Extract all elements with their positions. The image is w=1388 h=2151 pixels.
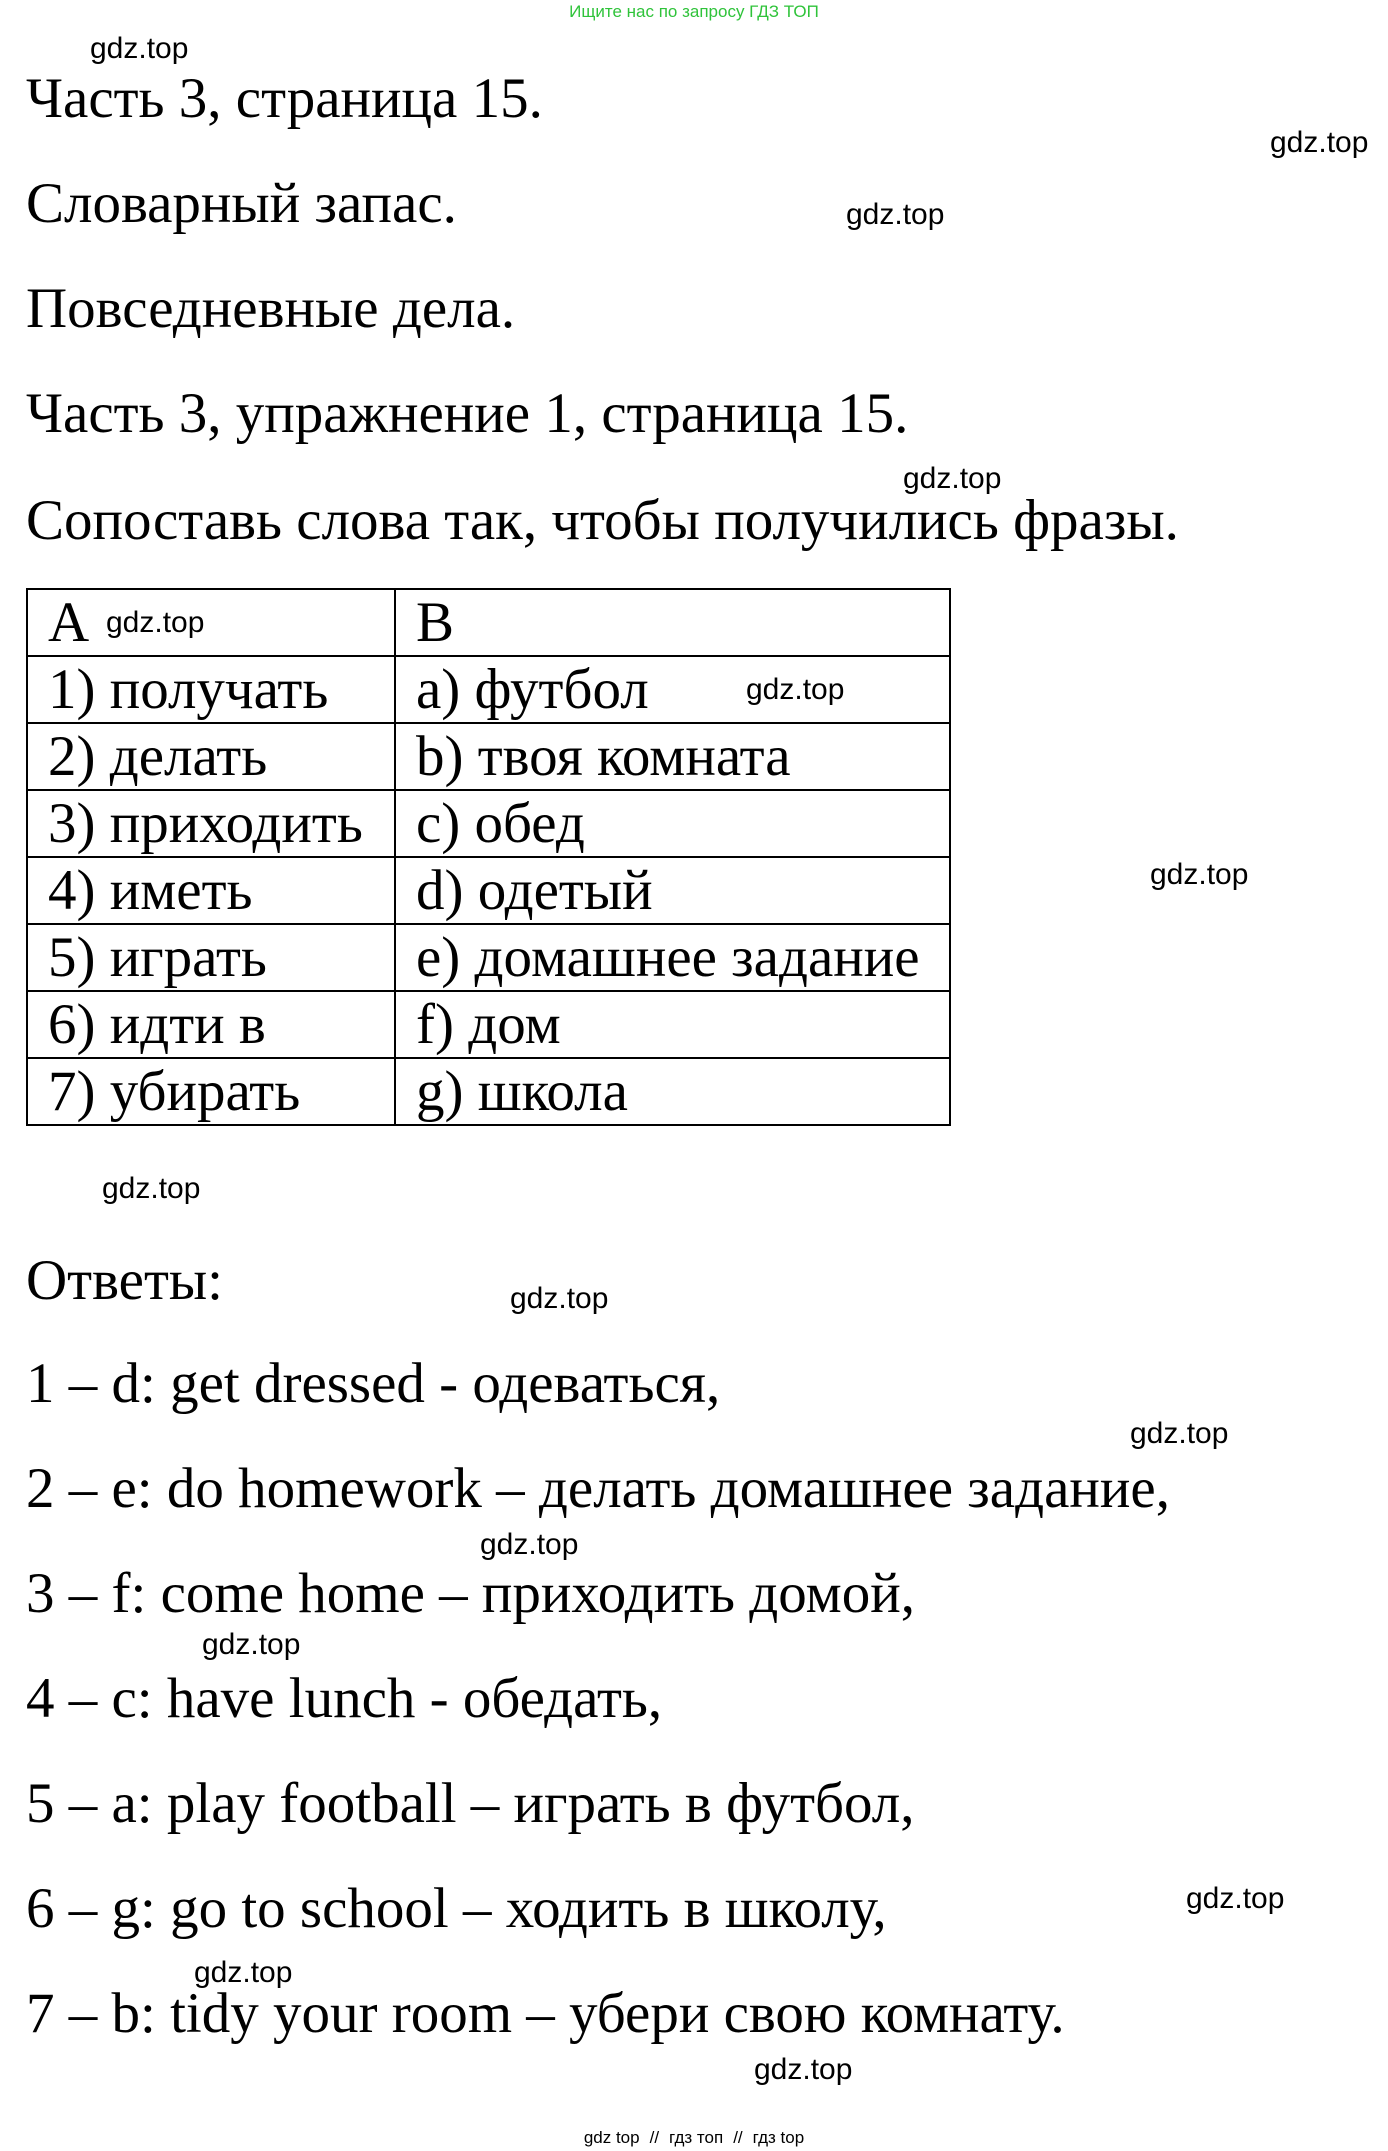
answer-line: 1 – d: get dressed - одеваться, [26, 1352, 721, 1415]
watermark: gdz.top [903, 462, 1002, 495]
noun-cell: a) футбол [395, 656, 950, 723]
footer-links [0, 2128, 1388, 2148]
exercise-heading: Часть 3, упражнение 1, страница 15. [26, 382, 909, 445]
verb-cell: 1) получать [27, 656, 395, 723]
vocabulary-heading: Словарный запас. [26, 172, 457, 235]
answer-line: 4 – c: have lunch - обедать, [26, 1667, 663, 1730]
table-row [27, 723, 950, 790]
footer-separator: // [649, 2128, 660, 2147]
answer-line: 6 – g: go to school – ходить в школу, [26, 1877, 887, 1940]
matching-table [26, 588, 951, 1126]
watermark: gdz.top [102, 1172, 201, 1205]
footer-link[interactable]: гдз топ [669, 2128, 724, 2147]
verb-cell: 3) приходить [27, 790, 395, 857]
watermark: gdz.top [1270, 126, 1369, 159]
verb-cell: 7) убирать [27, 1058, 395, 1125]
footer-separator: // [733, 2128, 743, 2147]
answer-line: 3 – f: come home – приходить домой, [26, 1562, 915, 1625]
table-row [27, 924, 950, 991]
table-row [27, 1058, 950, 1125]
watermark: gdz.top [90, 32, 189, 65]
watermark: gdz.top [106, 606, 205, 639]
watermark: gdz.top [1130, 1417, 1229, 1450]
topic-heading: Повседневные дела. [26, 277, 516, 340]
verb-cell: 5) играть [27, 924, 395, 991]
noun-cell: b) твоя комната [395, 723, 950, 790]
verb-cell: 4) иметь [27, 857, 395, 924]
answer-line: 5 – a: play football – играть в футбол, [26, 1772, 915, 1835]
footer-link[interactable]: гдз top [752, 2128, 805, 2147]
noun-cell: e) домашнее задание [395, 924, 950, 991]
watermark: gdz.top [746, 673, 845, 706]
table-row [27, 991, 950, 1058]
part-page-heading: Часть 3, страница 15. [26, 67, 543, 130]
watermark: gdz.top [1186, 1882, 1285, 1915]
watermark: gdz.top [202, 1628, 301, 1661]
table-row [27, 790, 950, 857]
instruction-text: Сопоставь слова так, чтобы получились фразы. [26, 489, 1179, 552]
watermark: gdz.top [1150, 858, 1249, 891]
noun-cell: f) дом [395, 991, 950, 1058]
watermark: gdz.top [846, 198, 945, 231]
column-a-header: A [27, 589, 395, 656]
answers-title: Ответы: [26, 1249, 223, 1312]
watermark: gdz.top [754, 2053, 853, 2086]
watermark: gdz.top [194, 1956, 293, 1989]
watermark: gdz.top [480, 1528, 579, 1561]
answer-line: 2 – e: do homework – делать домашнее задание, [26, 1457, 1170, 1520]
noun-cell: g) школа [395, 1058, 950, 1125]
table-row [27, 857, 950, 924]
noun-cell: d) одетый [395, 857, 950, 924]
watermark: gdz.top [510, 1282, 609, 1315]
verb-cell: 2) делать [27, 723, 395, 790]
verb-cell: 6) идти в [27, 991, 395, 1058]
search-hint-banner: Ищите нас по запросу ГДЗ ТОП [569, 2, 819, 21]
answer-line: 7 – b: tidy your room – убери свою комнату. [26, 1982, 1065, 2045]
noun-cell: c) обед [395, 790, 950, 857]
column-b-header: B [395, 589, 950, 656]
footer-link[interactable]: gdz top [583, 2128, 640, 2147]
